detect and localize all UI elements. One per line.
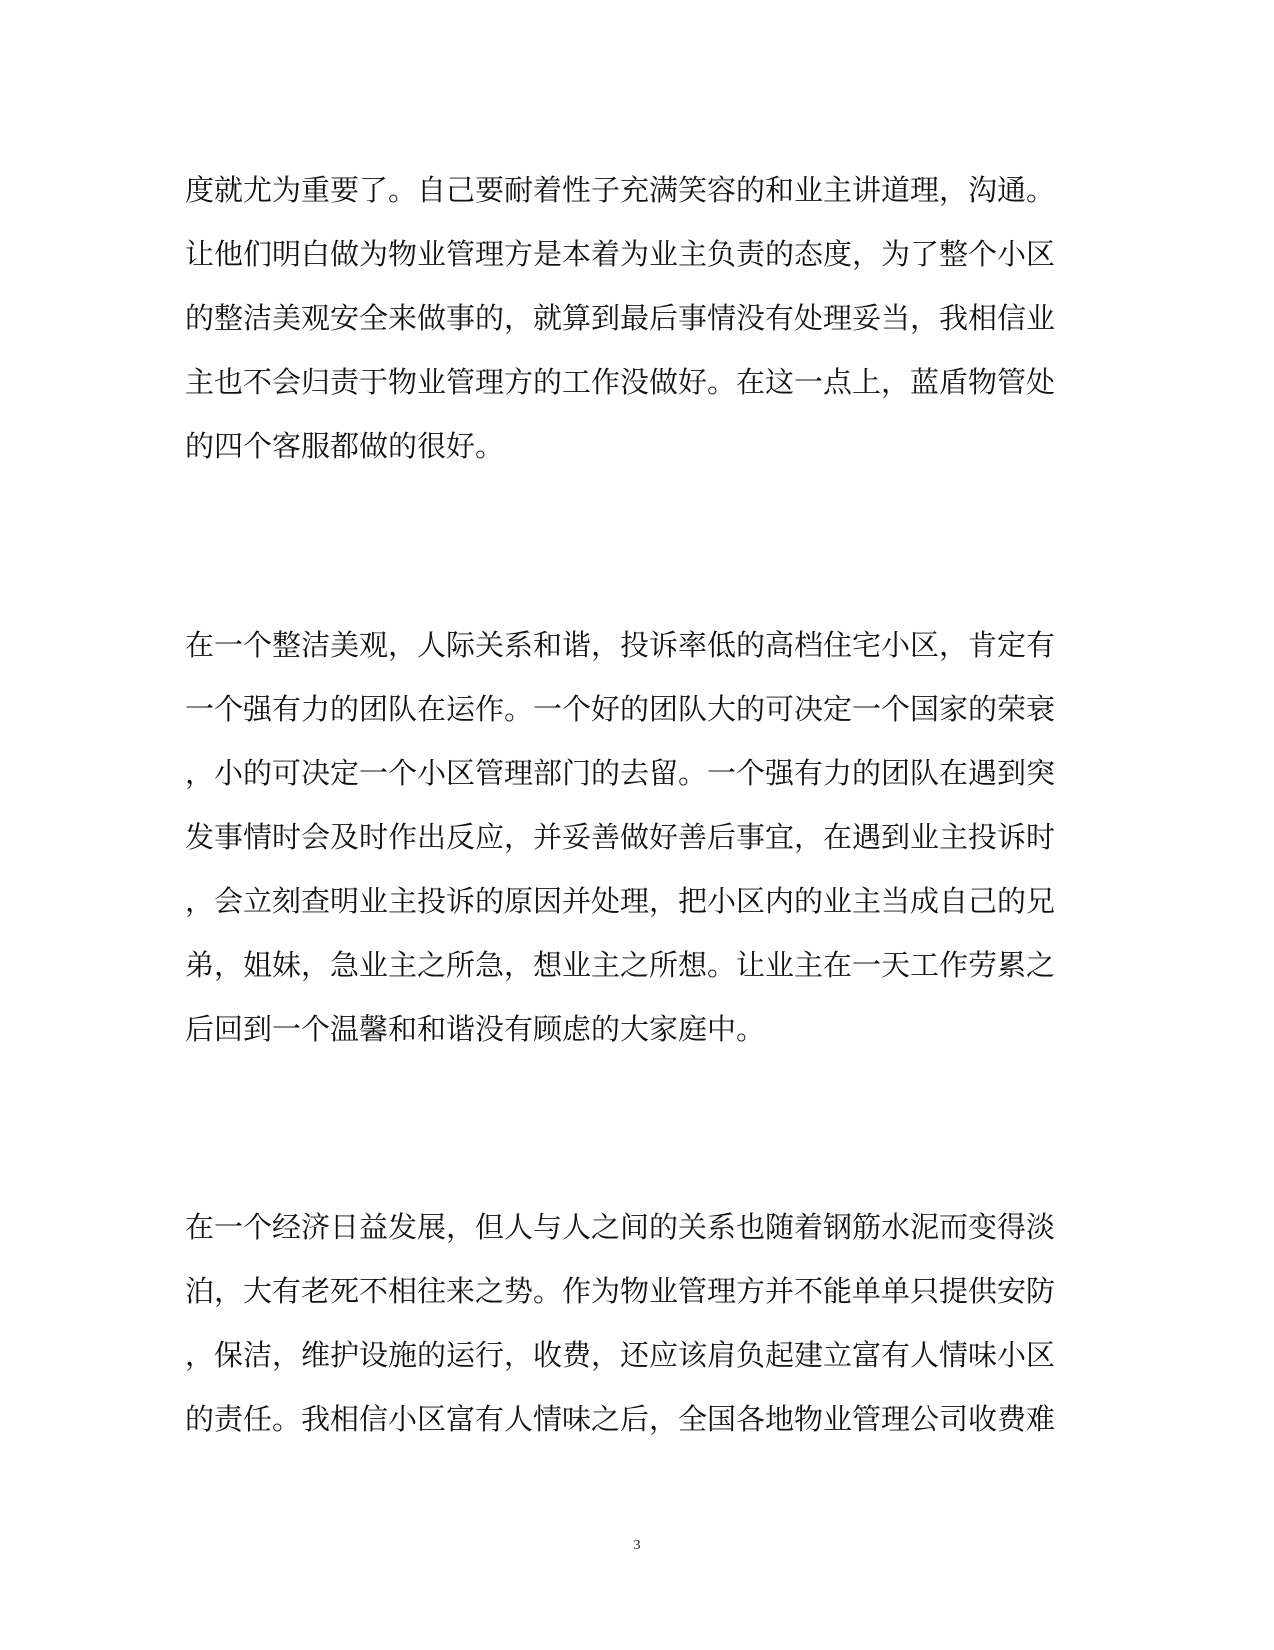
paragraph-line: 后回到一个温馨和和谐没有顾虑的大家庭中。 — [185, 1012, 766, 1046]
paragraph-line: 主也不会归责于物业管理方的工作没做好。在这一点上，蓝盾物管处 — [185, 365, 1056, 399]
paragraph-line: 的整洁美观安全来做事的，就算到最后事情没有处理妥当，我相信业 — [185, 301, 1056, 335]
paragraph-line: 弟，姐妹，急业主之所急，想业主之所想。让业主在一天工作劳累之 — [185, 948, 1056, 982]
paragraph-line: ，保洁，维护设施的运行，收费，还应该肩负起建立富有人情味小区 — [185, 1338, 1056, 1372]
paragraph-line: 发事情时会及时作出反应，并妥善做好善后事宜，在遇到业主投诉时 — [185, 820, 1056, 854]
paragraph-line: 在一个经济日益发展，但人与人之间的关系也随着钢筋水泥而变得淡 — [185, 1210, 1056, 1244]
paragraph-line: 一个强有力的团队在运作。一个好的团队大的可决定一个国家的荣衰 — [185, 692, 1056, 726]
paragraph-line: 度就尤为重要了。自己要耐着性子充满笑容的和业主讲道理，沟通。 — [185, 173, 1056, 207]
paragraph-line: ，小的可决定一个小区管理部门的去留。一个强有力的团队在遇到突 — [185, 756, 1056, 790]
paragraph-line: 的四个客服都做的很好。 — [185, 429, 505, 463]
paragraph-line: 泊，大有老死不相往来之势。作为物业管理方并不能单单只提供安防 — [185, 1274, 1056, 1308]
paragraph — [185, 613, 1065, 1061]
paragraph — [185, 1195, 1065, 1451]
paragraph — [185, 158, 1065, 478]
paragraph-line: 的责任。我相信小区富有人情味之后，全国各地物业管理公司收费难 — [185, 1402, 1056, 1436]
paragraph-line: 在一个整洁美观，人际关系和谐，投诉率低的高档住宅小区，肯定有 — [185, 628, 1056, 662]
paragraph-line: 让他们明白做为物业管理方是本着为业主负责的态度，为了整个小区 — [185, 237, 1056, 271]
paragraph-line: ，会立刻查明业主投诉的原因并处理，把小区内的业主当成自己的兄 — [185, 884, 1056, 918]
page-number: 3 — [633, 1538, 641, 1553]
